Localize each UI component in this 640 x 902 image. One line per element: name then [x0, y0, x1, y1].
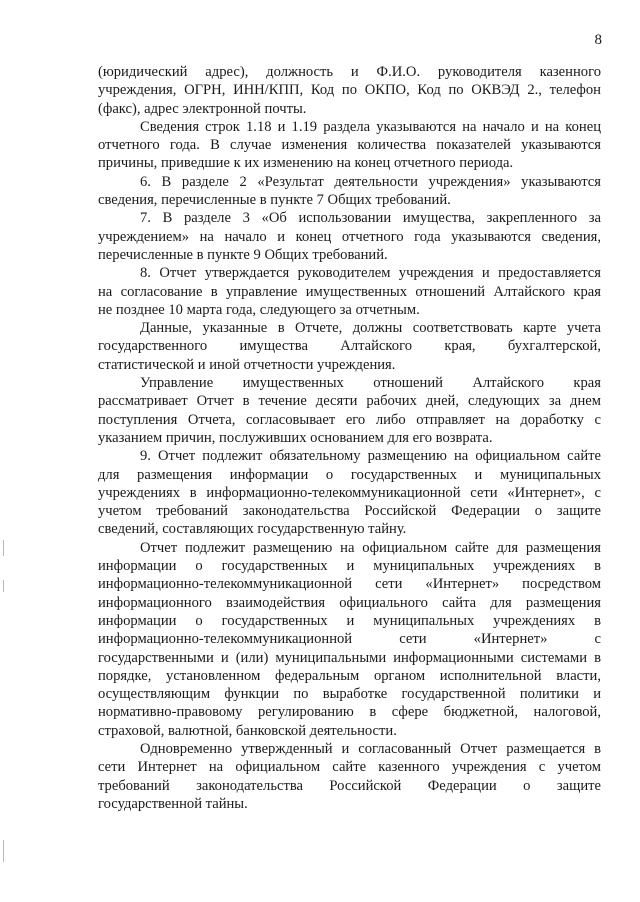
text-line: не позднее 10 марта года, следующего за отчетным. — [98, 301, 420, 318]
text-line: осуществляющим функции по выработке государственной политики и — [98, 686, 601, 703]
text-line: 9. Отчет подлежит обязательному размещению на официальном сайте — [140, 448, 601, 465]
text-line: требований законодательства Российской Федерации о защите — [98, 777, 601, 794]
document-body — [98, 63, 601, 813]
text-line: на согласование в управление имущественных отношений Алтайского края — [98, 283, 601, 300]
text-line: государственного имущества Алтайского края, бухгалтерской, — [98, 338, 601, 355]
text-line: статистической и иной отчетности учреждения. — [98, 356, 396, 373]
text-line: сведений, составляющих государственную тайну. — [98, 521, 407, 538]
text-line: информационно-телекоммуникационной сети «Интернет» с — [98, 631, 601, 648]
text-line: Данные, указанные в Отчете, должны соответствовать карте учета — [140, 320, 601, 337]
text-line: информации о государственных и муниципальных учреждениях в — [98, 558, 601, 575]
text-line: перечисленные в пункте 9 Общих требований. — [98, 246, 388, 263]
text-line: причины, приведшие к их изменению на конец отчетного периода. — [98, 155, 514, 172]
text-line: информационно-телекоммуникационной сети «Интернет» посредством — [98, 576, 601, 593]
text-line: государственной тайны. — [98, 795, 248, 812]
text-line: Одновременно утвержденный и согласованный Отчет размещается в — [140, 740, 601, 757]
text-line: учреждением» на начало и конец отчетного года указываются сведения, — [98, 228, 601, 245]
text-line: Сведения строк 1.18 и 1.19 раздела указываются на начало и на конец — [140, 118, 601, 135]
text-line: учетом требований законодательства Российской Федерации о защите — [98, 503, 601, 520]
text-line: 8. Отчет утверждается руководителем учреждения и предоставляется — [140, 265, 601, 282]
page-number: 8 — [594, 32, 602, 48]
text-line: государственными и (или) муниципальными информационными системами в — [98, 649, 601, 666]
text-line: сети Интернет на официальном сайте казенного учреждения с учетом — [98, 759, 601, 776]
text-line: (юридический адрес), должность и Ф.И.О. руководителя казенного — [98, 64, 601, 80]
text-line: рассматривает Отчет в течение десяти рабочих дней, следующих за днем — [98, 393, 601, 410]
scan-margin-mark — [3, 840, 4, 862]
text-line: отчетного года. В случае изменения количества показателей указываются — [98, 137, 601, 154]
text-line: для размещения информации о государственных и муниципальных — [98, 466, 601, 483]
text-line: поступления Отчета, согласовывает его либо отправляет на доработку с — [98, 411, 601, 428]
text-line: 6. В разделе 2 «Результат деятельности учреждения» указываются — [140, 173, 601, 190]
text-line: порядке, установленном федеральным органом исполнительной власти, — [98, 667, 601, 684]
text-line: учреждениях в информационно-телекоммуникационной сети «Интернет», с — [98, 484, 601, 501]
scan-margin-mark — [3, 580, 4, 592]
text-line: указанием причин, послуживших основанием для его возврата. — [98, 429, 493, 446]
text-line: нормативно-правовому регулированию в сфере бюджетной, налоговой, — [98, 704, 601, 721]
text-line: Отчет подлежит размещению на официальном сайте для размещения — [140, 539, 601, 556]
text-line: (факс), адрес электронной почты. — [98, 100, 307, 117]
text-line: информационного взаимодействия официального сайта для размещения — [98, 594, 601, 611]
scan-margin-mark — [3, 540, 4, 556]
text-line: Управление имущественных отношений Алтайского края — [140, 375, 601, 392]
text-line: сведения, перечисленные в пункте 7 Общих требований. — [98, 192, 451, 209]
text-line: страховой, валютной, банковской деятельности. — [98, 722, 397, 739]
text-line: учреждения, ОГРН, ИНН/КПП, Код по ОКПО, Код по ОКВЭД 2., телефон — [98, 82, 601, 99]
text-line: 7. В разделе 3 «Об использовании имущества, закрепленного за — [140, 210, 601, 227]
text-line: информации о государственных и муниципальных учреждениях в — [98, 612, 601, 629]
